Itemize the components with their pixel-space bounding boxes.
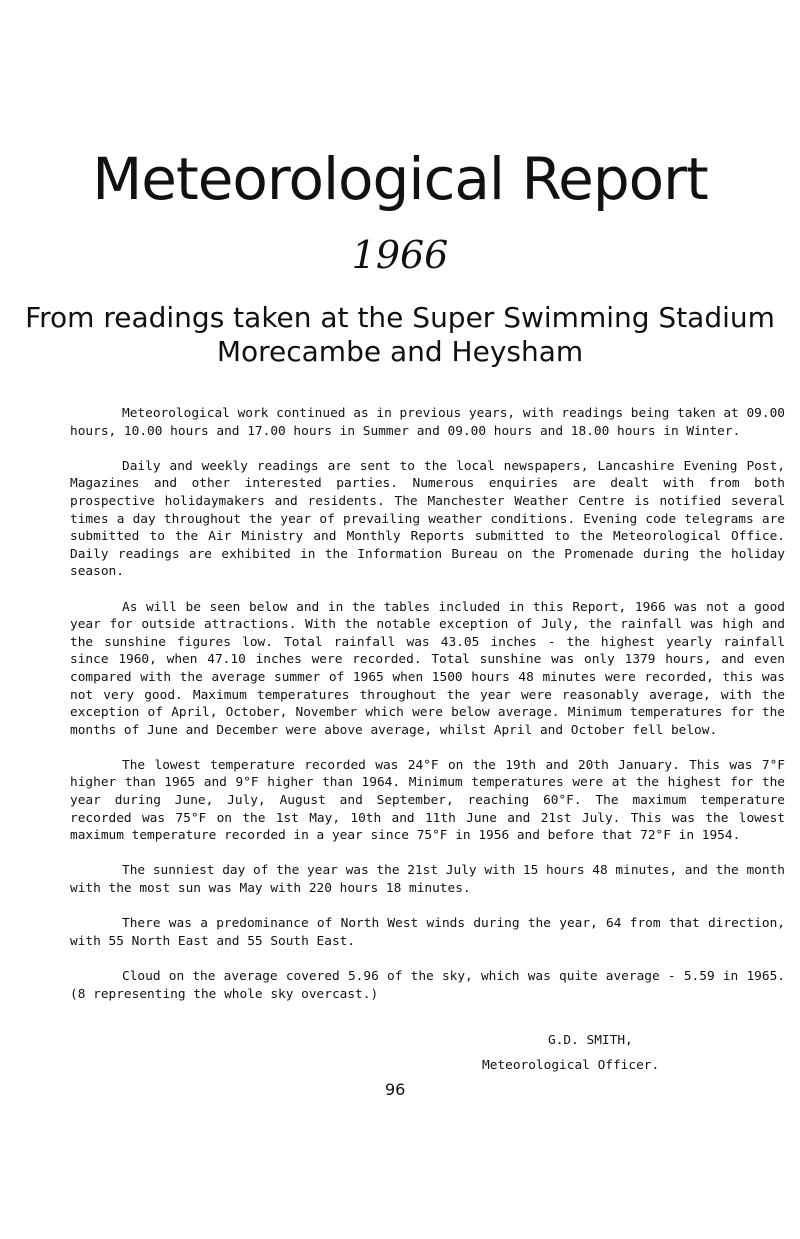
paragraph-yearly-summary: As will be seen below and in the tables included in this Report, 1966 was not a good year for outside attractions. With the notable exception of July, the rainfall was high and the sunshine figures low. Total rainfall was 43.05 inches - the highest yearly rainfall since 1960, when 47.10 inches were recorded. Total sunshine was only 1379 hours, and even compared with the average summer of 1965 when 1500 hours 48 minutes were recorded, this was not very good. Maximum temperatures throughout the year were reasonably average, with the exception of April, October, November which were below average. Minimum temperatures for the months of June and December were above average, whilst April and October fell below. [70,599,785,738]
paragraph-winds: There was a predominance of North West winds during the year, 64 from that direction, with 55 North East and 55 South East. [70,916,785,949]
report-body [70,405,785,1021]
subtitle-town: Morecambe and Heysham [216,335,584,368]
page-number: 96 [385,1080,406,1099]
paragraph-distribution: Daily and weekly readings are sent to the local newspapers, Lancashire Evening Post, Magazines and other interested parties. Numerous enquiries are dealt with from both prospective holidaymakers and residents. The Manchester Weather Centre is notified several times a day throughout the year of prevailing weather conditions. Evening code telegrams are submitted to the Air Ministry and Monthly Reports submitted to the Meteorological Office. Daily readings are exhibited in the Information Bureau on the Promenade during the holiday season. [70,458,785,580]
paragraph-cloud: Cloud on the average covered 5.96 of the sky, which was quite average - 5.59 in 1965. (8 representing the whole sky overcast.) [70,969,785,1002]
subtitle-location: From readings taken at the Super Swimming Stadium [25,301,775,334]
report-year: 1966 [351,233,449,277]
paragraph-sunshine: The sunniest day of the year was the 21st July with 15 hours 48 minutes, and the month with the most sun was May with 220 hours 18 minutes. [70,863,785,897]
paragraph-reading-times: Meteorological work continued as in previous years, with readings being taken at 09.00 hours, 10.00 hours and 17.00 hours in Summer and 09.00 hours and 18.00 hours in Winter. [70,406,785,439]
signature-name: G.D. SMITH, [548,1033,633,1048]
report-title: Meteorological Report [92,145,708,213]
paragraph-temperatures: The lowest temperature recorded was 24°F on the 19th and 20th January. This was 7°F higher than 1965 and 9°F higher than 1964. Minimum temperatures were at the highest for the year during June, July, August and September, reaching 60°F. The maximum temperature recorded was 75°F on the 1st May, 10th and 11th June and 21st July. This was the lowest maximum temperature recorded in a year since 75°F in 1956 and before that 72°F in 1954. [70,757,785,844]
signature-title: Meteorological Officer. [482,1058,660,1073]
